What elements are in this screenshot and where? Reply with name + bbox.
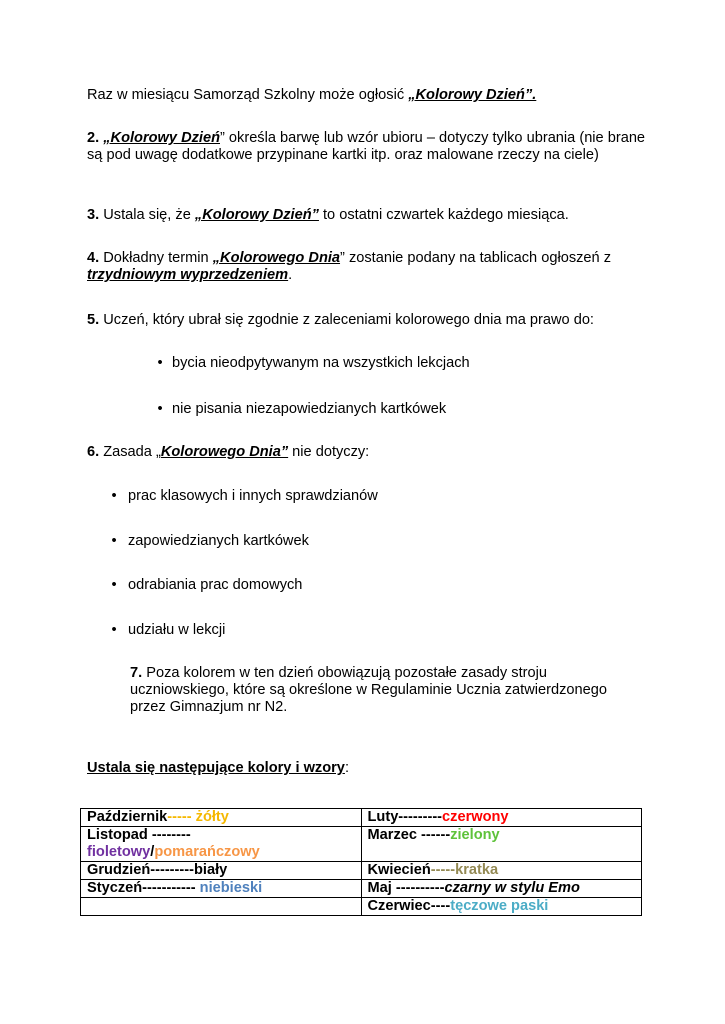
table-row	[81, 880, 642, 898]
bullet-icon: •	[111, 533, 117, 549]
table-row	[81, 827, 642, 862]
table-cell: Grudzień---------biały	[81, 862, 362, 880]
intro-paragraph: Raz w miesiącu Samorząd Szkolny może ogłosić „Kolorowy Dzień”.	[87, 87, 537, 103]
paragraph-2: 2. „Kolorowy Dzień” określa barwę lub wzór ubioru – dotyczy tylko ubrania (nie brane są pod uwagę dodatkowe przypinane kartki itp. oraz malowane rzeczy na ciele)	[87, 130, 646, 163]
table-cell: Styczeń----------- niebieski	[81, 880, 362, 898]
table-cell: Październik----- żółty	[81, 809, 362, 827]
table-cell	[81, 898, 362, 916]
paragraph-4: 4. Dokładny termin „Kolorowego Dnia” zostanie podany na tablicach ogłoszeń z trzydniowym wyprzedzeniem.	[87, 250, 611, 283]
table-cell: Marzec ------zielony	[361, 827, 642, 862]
table-row	[81, 809, 642, 827]
kolorowy-dzien-highlight: „Kolorowy Dzień”.	[408, 87, 537, 103]
bullet-icon: •	[111, 488, 117, 504]
paragraph-7: 7. Poza kolorem w ten dzień obowiązują pozostałe zasady stroju uczniowskiego, które są określone w Regulaminie Ucznia zatwierdzonego przez Gimnazjum nr N2.	[130, 665, 607, 715]
table-cell: Czerwiec----tęczowe paski	[361, 898, 642, 916]
table-cell: Maj ----------czarny w stylu Emo	[361, 880, 642, 898]
bullet-icon: •	[157, 355, 163, 371]
colors-table	[80, 808, 642, 916]
table-heading: Ustala się następujące kolory i wzory:	[87, 760, 349, 776]
paragraph-5: 5. Uczeń, który ubrał się zgodnie z zaleceniami kolorowego dnia ma prawo do:	[87, 312, 594, 328]
table-row	[81, 862, 642, 880]
table-row	[81, 898, 642, 916]
paragraph-6: 6. Zasada „Kolorowego Dnia” nie dotyczy:	[87, 444, 370, 460]
bullet-icon: •	[157, 401, 163, 417]
table-cell: Luty---------czerwony	[361, 809, 642, 827]
paragraph-3: 3. Ustala się, że „Kolorowy Dzień” to ostatni czwartek każdego miesiąca.	[87, 207, 569, 223]
bullet-icon: •	[111, 622, 117, 638]
table-cell: Listopad -------- fioletowy/pomarańczowy	[81, 827, 362, 862]
table-cell: Kwiecień-----kratka	[361, 862, 642, 880]
bullet-icon: •	[111, 577, 117, 593]
